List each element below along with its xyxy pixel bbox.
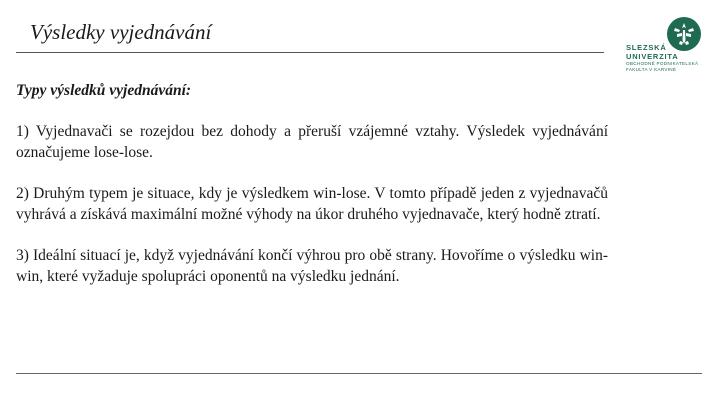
paragraph-win-lose: 2) Druhým typem je situace, kdy je výsledkem win-lose. V tomto případě jeden z vyjednavačů vyhrává a získává maximální možné výhody na úkor druhého vyjednavače, který hodně ztratí. [16,185,608,223]
paragraph-lose-lose: 1) Vyjednavači se rozejdou bez dohody a přeruší vzájemné vztahy. Výsledek vyjednávání označujeme lose-lose. [16,123,608,161]
logo-sub-line2: FAKULTA V KARVINÉ [626,66,677,72]
title-divider [16,52,604,53]
slide-title: Výsledky vyjednávání [30,20,212,44]
university-logo [626,16,710,80]
paragraph-win-win: 3) Ideální situací je, když vyjednávání končí výhrou pro obě strany. Hovoříme o výsledku win-win, které vyžaduje spolupráci oponentů na výsledku jednání. [16,247,608,285]
logo-sub-line1: OBCHODNĚ PODNIKATELSKÁ [626,61,699,66]
logo-name-line1: SLEZSKÁ [626,43,667,52]
logo-text [626,44,698,72]
section-heading: Typy výsledků vyjednávání: [16,82,192,99]
slide-content [16,80,608,307]
logo-name-line2: UNIVERZITA [626,51,679,61]
footer-divider [16,373,702,374]
